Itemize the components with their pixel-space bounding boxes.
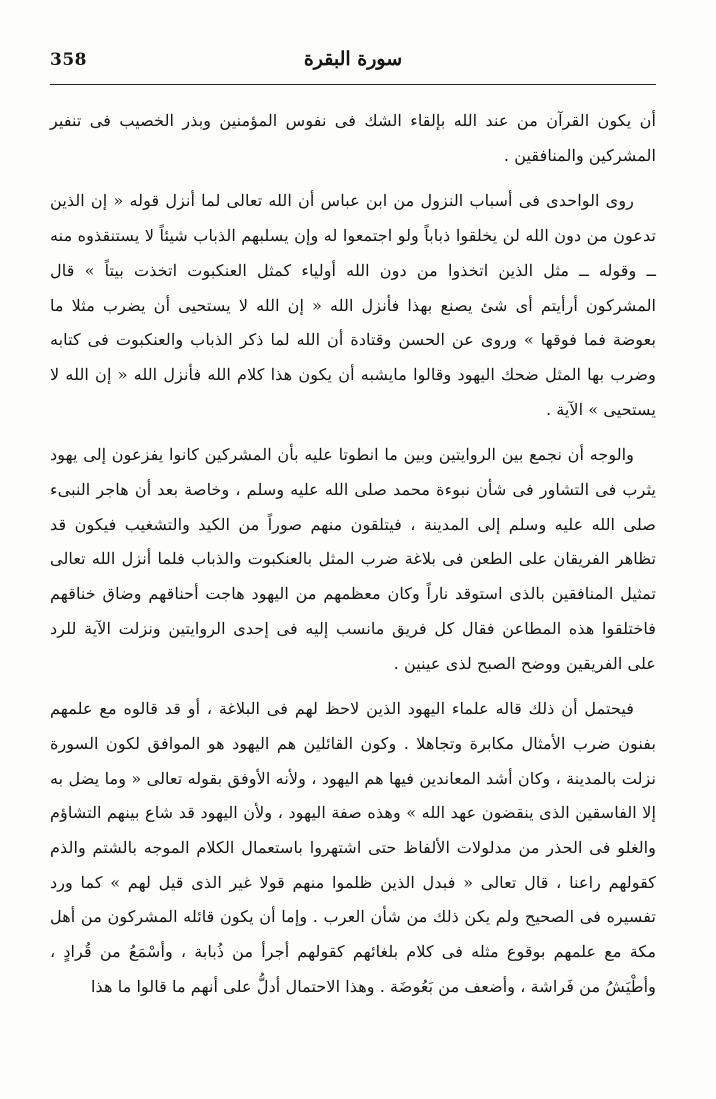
paragraph: روى الواحدى فى أسباب النزول من ابن عباس أن الله تعالى لما أنزل قوله « إن الذين تدعون من دون الله لن يخلقوا ذباباً ولو اجتمعوا له وإن يسلبهم الذباب شيئاً لا يستنقذوه منه ــ وقوله ــ مثل الذين اتخذوا من دون الله أولياء كمثل العنكبوت اتخذت بيتاً » قال المشركون أرأيتم أى شئ يصنع بهذا فأنزل الله « إن الله لا يستحيى أن يضرب مثلا ما بعوضة فما فوقها » وروى عن الحسن وقتادة أن الله لما ذكر الذباب والعنكبوت فى كتابه وضرب بها المثل ضحك اليهود وقالوا مايشبه أن يكون هذا كلام الله فأنزل الله « إن الله لا يستحيى » الآية .	[50, 191, 656, 419]
body-text	[50, 104, 656, 1005]
page-header	[50, 46, 656, 82]
paragraph: والوجه أن نجمع بين الروايتين وبين ما انطوتا عليه بأن المشركين كانوا يفزعون إلى يهود يثرب فى التشاور فى شأن نبوءة محمد صلى الله عليه وسلم ، وخاصة بعد أن هاجر النبىء صلى الله عليه وسلم إلى المدينة ، فيتلقون منهم صوراً من الكيد والتشغيب فيكون قد تظاهر الفريقان على الطعن فى بلاغة ضرب المثل بالعنكبوت والذباب فلما أنزل الله تعالى تمثيل المنافقين بالذى استوقد ناراً وكان معظمهم من اليهود هاجت أحناقهم وضاق خناقهم فاختلقوا هذه المطاعن فقال كل فريق مانسب إليه فى إحدى الروايتين ونزلت الآية للرد على الفريقين ووضح الصبح لذى عينين .	[50, 445, 656, 673]
running-title: سورة البقرة	[303, 48, 403, 70]
paragraph: فيحتمل أن ذلك قاله علماء اليهود الذين لاحظ لهم فى البلاغة ، أو قد قالوه مع علمهم بفنون ضرب الأمثال مكابرة وتجاهلا . وكون القائلين هم اليهود هو الموافق لكون السورة نزلت بالمدينة ، وكان أشد المعاندين فيها هم اليهود ، ولأنه الأوفق بقوله تعالى « وما يضل به إلا الفاسقين الذى ينقضون عهد الله » وهذه صفة اليهود ، ولأن اليهود قد شاع بينهم التشاؤم والغلو فى الحذر من مدلولات الألفاظ حتى اشتهروا باستعمال الكلام الموجه بالشتم والذم كقولهم راعنا ، قال تعالى « فبدل الذين ظلموا منهم قولا غير الذى قيل لهم » كما ورد تفسيره فى الصحيح ولم يكن ذلك من شأن العرب . وإما أن يكون قائله المشركون من أهل مكة مع علمهم بوقوع مثله فى كلام بلغائهم كقولهم أجرأ من ذُبابة ، وأسْمَعُ من قُرادٍ ، وأطْيَشُ من فَراشة ، وأضعف من بَعُوضَة . وهذا الاحتمال أدلُّ على أنهم ما قالوا ما هذا	[50, 699, 656, 996]
header-rule	[50, 84, 656, 85]
paragraph: أن يكون القرآن من عند الله بإلقاء الشك فى نفوس المؤمنين وبذر الخصيب فى تنفير المشركين والمنافقين .	[50, 111, 656, 165]
page-number: 358	[50, 50, 87, 70]
